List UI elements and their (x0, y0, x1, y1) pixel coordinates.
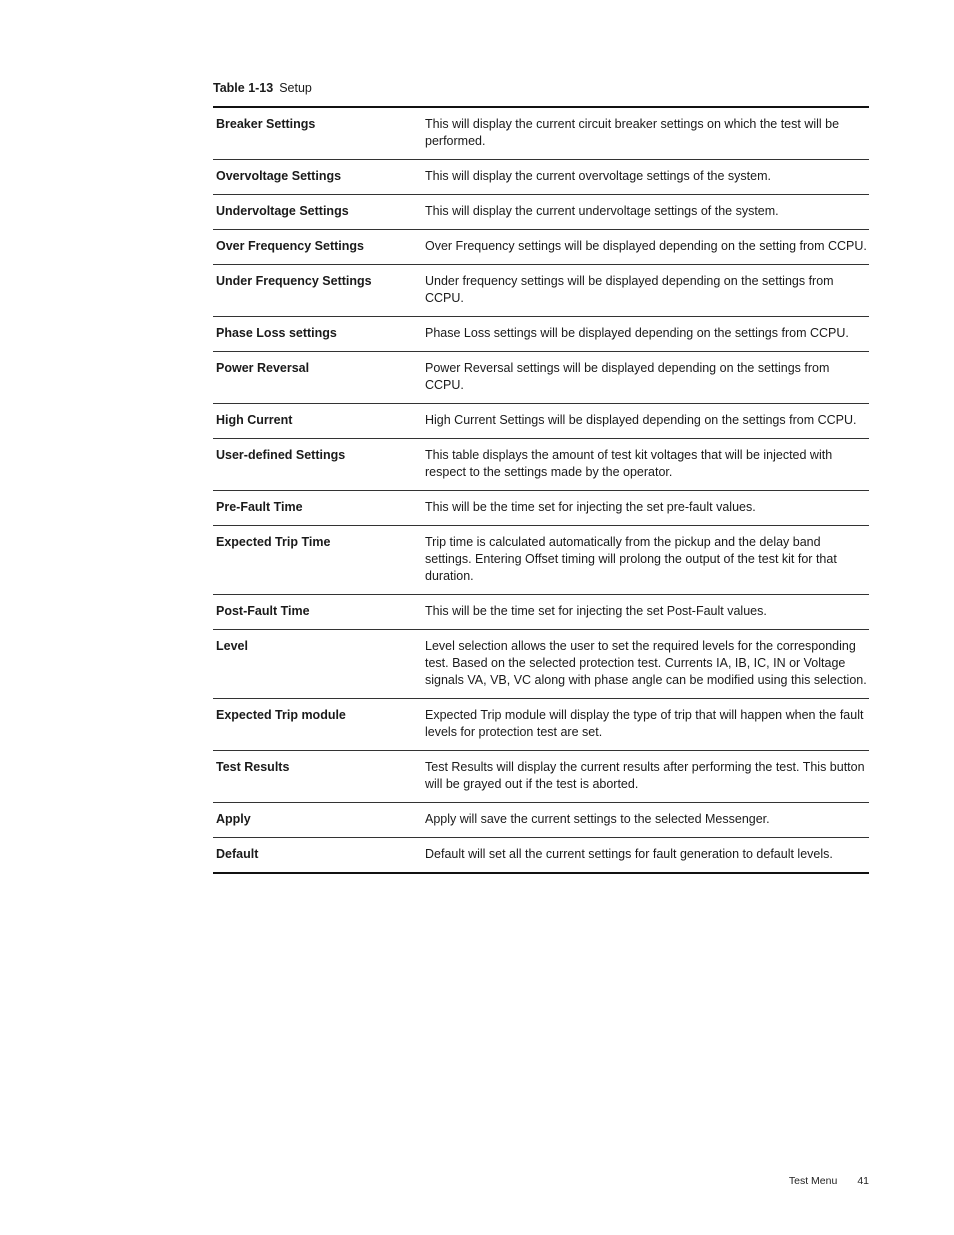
setting-name: Over Frequency Settings (213, 230, 422, 265)
setting-description: This will display the current undervoltage settings of the system. (422, 195, 869, 230)
setting-name: Breaker Settings (213, 107, 422, 160)
table-row (213, 317, 869, 352)
setting-description: High Current Settings will be displayed depending on the settings from CCPU. (422, 404, 869, 439)
setting-description: Under frequency settings will be displayed depending on the settings from CCPU. (422, 265, 869, 317)
setup-table-container (213, 106, 869, 874)
page-footer (789, 1174, 869, 1188)
table-row (213, 195, 869, 230)
setting-description: This will be the time set for injecting the set pre-fault values. (422, 491, 869, 526)
table-row (213, 526, 869, 595)
page-number: 41 (857, 1175, 869, 1187)
table-row (213, 265, 869, 317)
table-row (213, 439, 869, 491)
setting-description: Trip time is calculated automatically from the pickup and the delay band settings. Entering Offset timing will prolong the output of the test kit for that duration. (422, 526, 869, 595)
footer-section-title: Test Menu (788, 1175, 838, 1187)
setting-description: Over Frequency settings will be displayed depending on the setting from CCPU. (422, 230, 869, 265)
table-row (213, 230, 869, 265)
table-number: Table 1-13 (213, 81, 274, 95)
setting-name: Post-Fault Time (213, 595, 422, 630)
setting-name: Undervoltage Settings (213, 195, 422, 230)
setting-name: Default (216, 847, 259, 861)
setting-description: This will be the time set for injecting the set Post-Fault values. (422, 595, 869, 630)
setting-name: Under Frequency Settings (213, 265, 422, 317)
table-row (213, 491, 869, 526)
setting-name: Level (213, 630, 422, 699)
setting-name: Apply (213, 803, 422, 838)
setting-description: Expected Trip module will display the type of trip that will happen when the fault levels for protection test are set. (422, 699, 869, 751)
table-row (213, 404, 869, 439)
setting-description: This will display the current overvoltage settings of the system. (422, 160, 869, 195)
table-title: Setup (279, 81, 312, 95)
table-row (213, 699, 869, 751)
setting-description: This will display the current circuit breaker settings on which the test will be performed. (422, 107, 869, 160)
setting-name: Phase Loss settings (213, 317, 422, 352)
setting-name: Test Results (213, 751, 422, 803)
table-row (213, 630, 869, 699)
setup-table-body (213, 107, 869, 873)
table-row (213, 160, 869, 195)
setting-name: Overvoltage Settings (213, 160, 422, 195)
setting-name: Expected Trip module (213, 699, 422, 751)
setting-description: Test Results will display the current results after performing the test. This button will be grayed out if the test is aborted. (422, 751, 869, 803)
setting-name: High Current (213, 404, 422, 439)
table-row (213, 107, 869, 160)
setting-name: User-defined Settings (213, 439, 422, 491)
table-row (213, 751, 869, 803)
table-row (213, 595, 869, 630)
setting-description: Default will set all the current settings for fault generation to default levels. (425, 847, 833, 861)
table-caption (213, 80, 312, 96)
setting-description: Power Reversal settings will be displayed depending on the settings from CCPU. (422, 352, 869, 404)
setting-description: Apply will save the current settings to the selected Messenger. (422, 803, 869, 838)
table-row (213, 838, 869, 874)
table-row (213, 803, 869, 838)
table-row (213, 352, 869, 404)
setting-description: Level selection allows the user to set the required levels for the corresponding test. Based on the selected protection test. Currents IA, IB, IC, IN or Voltage signals VA, VB, VC along with phase angle can be modified using this selection. (422, 630, 869, 699)
setup-table (213, 106, 869, 874)
setting-name: Pre-Fault Time (213, 491, 422, 526)
setting-name: Power Reversal (213, 352, 422, 404)
setting-name: Expected Trip Time (213, 526, 422, 595)
setting-description: This table displays the amount of test kit voltages that will be injected with respect to the settings made by the operator. (422, 439, 869, 491)
setting-description: Phase Loss settings will be displayed depending on the settings from CCPU. (422, 317, 869, 352)
